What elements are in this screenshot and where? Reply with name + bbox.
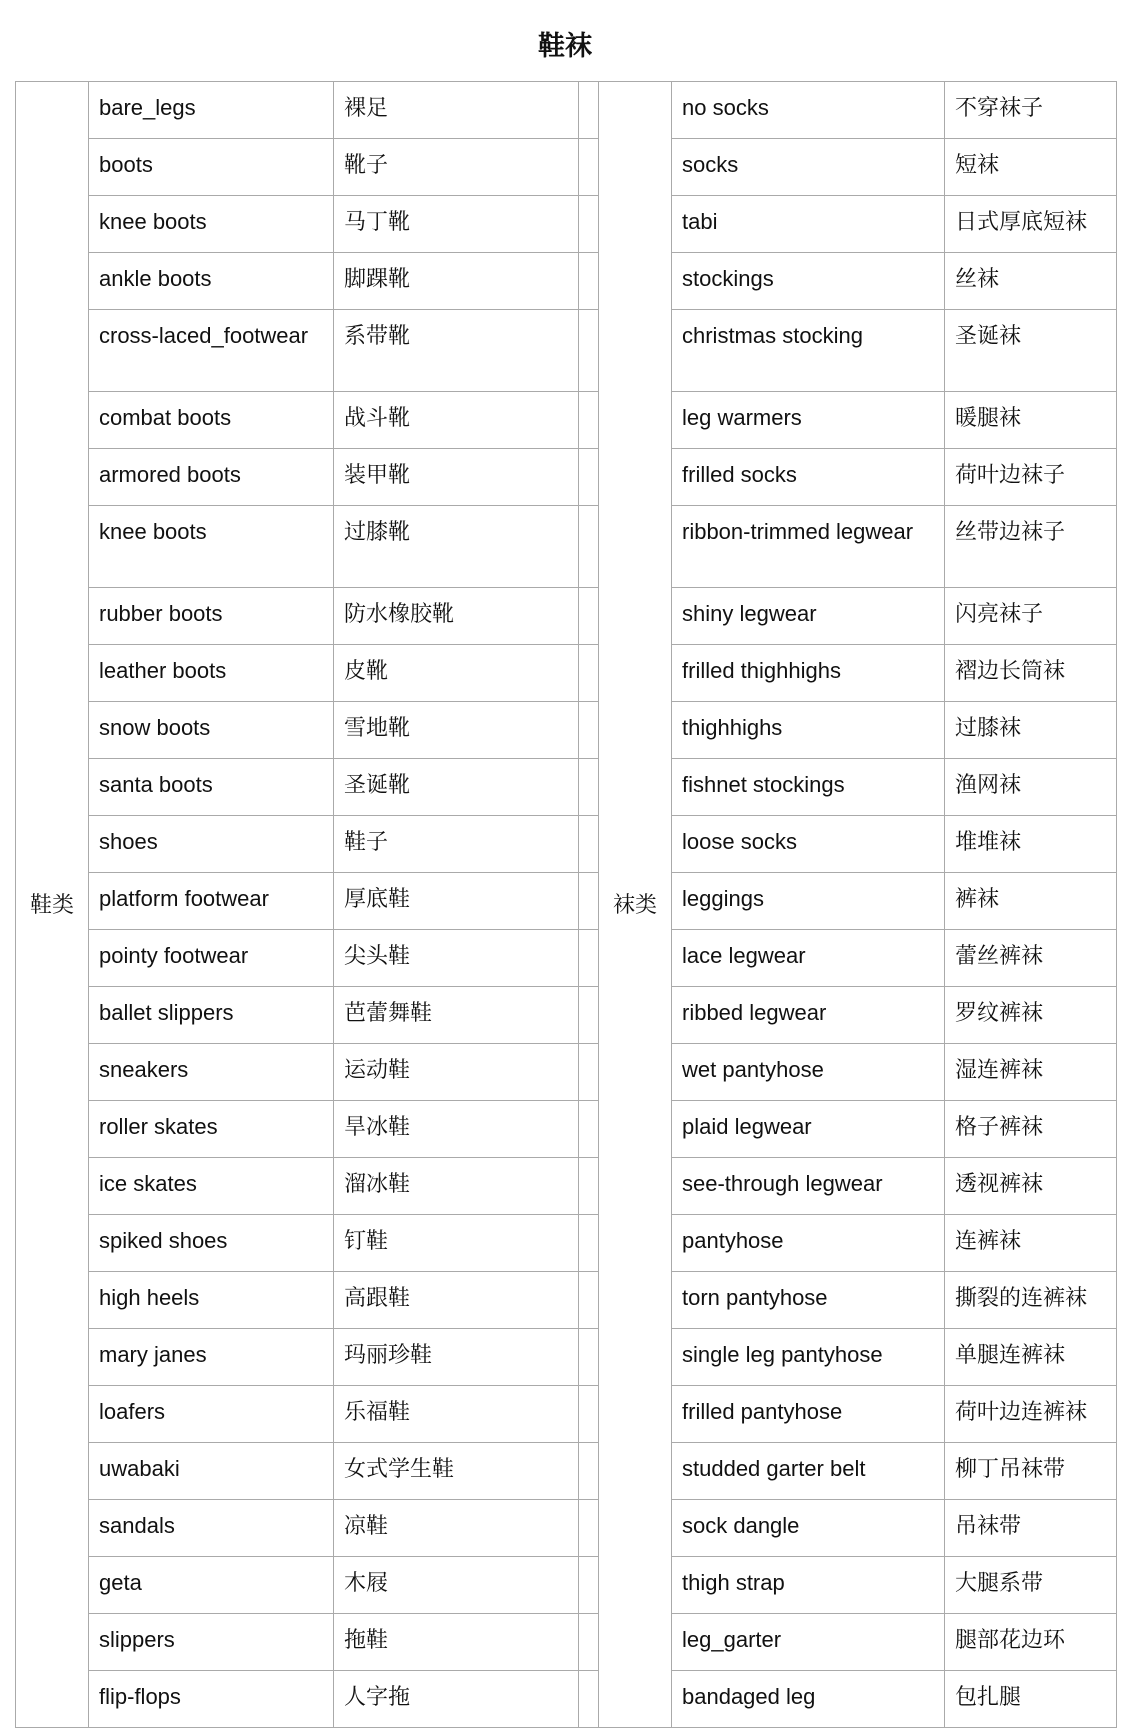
sock-tag: leg warmers <box>672 392 945 449</box>
footwear-table <box>15 81 1117 1728</box>
spacer-cell <box>579 1557 599 1614</box>
sock-tag: christmas stocking <box>672 310 945 392</box>
shoe-tag: slippers <box>89 1614 334 1671</box>
table-row <box>16 1215 1117 1272</box>
shoe-translation: 运动鞋 <box>334 1044 579 1101</box>
shoe-tag: ankle boots <box>89 253 334 310</box>
table-row <box>16 759 1117 816</box>
shoe-translation: 厚底鞋 <box>334 873 579 930</box>
shoe-tag: combat boots <box>89 392 334 449</box>
sock-translation: 透视裤袜 <box>945 1158 1117 1215</box>
sock-tag: ribbon-trimmed legwear <box>672 506 945 588</box>
shoe-tag: ballet slippers <box>89 987 334 1044</box>
spacer-cell <box>579 310 599 392</box>
table-row <box>16 310 1117 392</box>
sock-translation: 大腿系带 <box>945 1557 1117 1614</box>
spacer-cell <box>579 1101 599 1158</box>
shoe-translation: 系带靴 <box>334 310 579 392</box>
spacer-cell <box>579 702 599 759</box>
sock-tag: socks <box>672 139 945 196</box>
spacer-cell <box>579 139 599 196</box>
sock-translation: 圣诞袜 <box>945 310 1117 392</box>
shoe-translation: 木屐 <box>334 1557 579 1614</box>
sock-tag: lace legwear <box>672 930 945 987</box>
shoe-tag: santa boots <box>89 759 334 816</box>
sock-translation: 包扎腿 <box>945 1671 1117 1728</box>
shoe-tag: loafers <box>89 1386 334 1443</box>
sock-tag: thigh strap <box>672 1557 945 1614</box>
shoe-tag: sneakers <box>89 1044 334 1101</box>
sock-tag: stockings <box>672 253 945 310</box>
spacer-cell <box>579 1614 599 1671</box>
spacer-cell <box>579 645 599 702</box>
spacer-cell <box>579 1044 599 1101</box>
shoe-tag: bare_legs <box>89 82 334 139</box>
shoe-translation: 凉鞋 <box>334 1500 579 1557</box>
table-row <box>16 139 1117 196</box>
sock-translation: 日式厚底短袜 <box>945 196 1117 253</box>
sock-tag: loose socks <box>672 816 945 873</box>
sock-translation: 单腿连裤袜 <box>945 1329 1117 1386</box>
shoe-tag: flip-flops <box>89 1671 334 1728</box>
shoe-tag: geta <box>89 1557 334 1614</box>
sock-tag: bandaged leg <box>672 1671 945 1728</box>
shoe-tag: knee boots <box>89 506 334 588</box>
spacer-cell <box>579 759 599 816</box>
sock-translation: 荷叶边连裤袜 <box>945 1386 1117 1443</box>
sock-translation: 连裤袜 <box>945 1215 1117 1272</box>
spacer-cell <box>579 1671 599 1728</box>
spacer-cell <box>579 392 599 449</box>
table-row <box>16 873 1117 930</box>
shoe-tag: knee boots <box>89 196 334 253</box>
spacer-cell <box>579 873 599 930</box>
sock-tag: sock dangle <box>672 1500 945 1557</box>
shoe-translation: 裸足 <box>334 82 579 139</box>
sock-tag: thighhighs <box>672 702 945 759</box>
sock-translation: 暖腿袜 <box>945 392 1117 449</box>
sock-translation: 渔网袜 <box>945 759 1117 816</box>
table-row <box>16 816 1117 873</box>
sock-translation: 裤袜 <box>945 873 1117 930</box>
sock-tag: no socks <box>672 82 945 139</box>
spacer-cell <box>579 82 599 139</box>
spacer-cell <box>579 253 599 310</box>
sock-tag: wet pantyhose <box>672 1044 945 1101</box>
shoe-translation: 玛丽珍鞋 <box>334 1329 579 1386</box>
sock-translation: 格子裤袜 <box>945 1101 1117 1158</box>
table-row <box>16 702 1117 759</box>
sock-translation: 丝带边袜子 <box>945 506 1117 588</box>
sock-translation: 蕾丝裤袜 <box>945 930 1117 987</box>
shoe-tag: ice skates <box>89 1158 334 1215</box>
shoe-translation: 战斗靴 <box>334 392 579 449</box>
shoe-tag: cross-laced_footwear <box>89 310 334 392</box>
shoe-translation: 人字拖 <box>334 1671 579 1728</box>
spacer-cell <box>579 816 599 873</box>
shoe-translation: 马丁靴 <box>334 196 579 253</box>
shoe-tag: leather boots <box>89 645 334 702</box>
spacer-cell <box>579 1329 599 1386</box>
shoe-translation: 拖鞋 <box>334 1614 579 1671</box>
spacer-cell <box>579 196 599 253</box>
shoe-translation: 芭蕾舞鞋 <box>334 987 579 1044</box>
shoe-tag: roller skates <box>89 1101 334 1158</box>
spacer-cell <box>579 987 599 1044</box>
sock-translation: 柳丁吊袜带 <box>945 1443 1117 1500</box>
sock-tag: frilled pantyhose <box>672 1386 945 1443</box>
sock-translation: 荷叶边袜子 <box>945 449 1117 506</box>
sock-tag: fishnet stockings <box>672 759 945 816</box>
shoe-translation: 防水橡胶靴 <box>334 588 579 645</box>
shoe-translation: 靴子 <box>334 139 579 196</box>
shoe-tag: rubber boots <box>89 588 334 645</box>
spacer-cell <box>579 1158 599 1215</box>
sock-translation: 吊袜带 <box>945 1500 1117 1557</box>
table-row <box>16 1272 1117 1329</box>
shoe-translation: 旱冰鞋 <box>334 1101 579 1158</box>
sock-tag: leggings <box>672 873 945 930</box>
shoe-translation: 尖头鞋 <box>334 930 579 987</box>
shoe-translation: 乐福鞋 <box>334 1386 579 1443</box>
spacer-cell <box>579 1215 599 1272</box>
spacer-cell <box>579 1386 599 1443</box>
table-row <box>16 1386 1117 1443</box>
sock-translation: 不穿袜子 <box>945 82 1117 139</box>
sock-translation: 罗纹裤袜 <box>945 987 1117 1044</box>
shoe-tag: sandals <box>89 1500 334 1557</box>
sock-translation: 短袜 <box>945 139 1117 196</box>
spacer-cell <box>579 588 599 645</box>
sock-tag: frilled thighhighs <box>672 645 945 702</box>
table-row <box>16 82 1117 139</box>
table-row <box>16 1329 1117 1386</box>
sock-translation: 湿连裤袜 <box>945 1044 1117 1101</box>
spacer-cell <box>579 1500 599 1557</box>
shoe-tag: boots <box>89 139 334 196</box>
category-socks: 袜类 <box>599 82 672 1728</box>
shoe-tag: snow boots <box>89 702 334 759</box>
sock-translation: 闪亮袜子 <box>945 588 1117 645</box>
table-row <box>16 1614 1117 1671</box>
shoe-translation: 皮靴 <box>334 645 579 702</box>
shoe-translation: 女式学生鞋 <box>334 1443 579 1500</box>
shoe-tag: mary janes <box>89 1329 334 1386</box>
table-row <box>16 1158 1117 1215</box>
sock-tag: torn pantyhose <box>672 1272 945 1329</box>
table-row <box>16 1500 1117 1557</box>
sock-tag: see-through legwear <box>672 1158 945 1215</box>
table-row <box>16 1044 1117 1101</box>
table-row <box>16 196 1117 253</box>
sock-tag: pantyhose <box>672 1215 945 1272</box>
shoe-tag: uwabaki <box>89 1443 334 1500</box>
shoe-tag: pointy footwear <box>89 930 334 987</box>
shoe-translation: 钉鞋 <box>334 1215 579 1272</box>
shoe-translation: 高跟鞋 <box>334 1272 579 1329</box>
shoe-tag: platform footwear <box>89 873 334 930</box>
category-shoes: 鞋类 <box>16 82 89 1728</box>
shoe-translation: 雪地靴 <box>334 702 579 759</box>
shoe-tag: spiked shoes <box>89 1215 334 1272</box>
sock-tag: single leg pantyhose <box>672 1329 945 1386</box>
page-title: 鞋袜 <box>538 31 592 61</box>
shoe-translation: 过膝靴 <box>334 506 579 588</box>
sock-tag: frilled socks <box>672 449 945 506</box>
sock-translation: 堆堆袜 <box>945 816 1117 873</box>
shoe-translation: 装甲靴 <box>334 449 579 506</box>
shoe-translation: 圣诞靴 <box>334 759 579 816</box>
table-row <box>16 449 1117 506</box>
table-row <box>16 1443 1117 1500</box>
shoe-tag: shoes <box>89 816 334 873</box>
shoe-translation: 脚踝靴 <box>334 253 579 310</box>
table-row <box>16 588 1117 645</box>
sock-translation: 过膝袜 <box>945 702 1117 759</box>
spacer-cell <box>579 506 599 588</box>
sock-tag: studded garter belt <box>672 1443 945 1500</box>
sock-translation: 撕裂的连裤袜 <box>945 1272 1117 1329</box>
shoe-tag: high heels <box>89 1272 334 1329</box>
sock-tag: ribbed legwear <box>672 987 945 1044</box>
sock-translation: 褶边长筒袜 <box>945 645 1117 702</box>
table-row <box>16 1557 1117 1614</box>
shoe-tag: armored boots <box>89 449 334 506</box>
spacer-cell <box>579 1272 599 1329</box>
table-row <box>16 1671 1117 1728</box>
spacer-cell <box>579 1443 599 1500</box>
sock-tag: leg_garter <box>672 1614 945 1671</box>
sock-tag: plaid legwear <box>672 1101 945 1158</box>
sock-translation: 腿部花边环 <box>945 1614 1117 1671</box>
sock-translation: 丝袜 <box>945 253 1117 310</box>
spacer-cell <box>579 449 599 506</box>
table-row <box>16 253 1117 310</box>
shoe-translation: 鞋子 <box>334 816 579 873</box>
sock-tag: shiny legwear <box>672 588 945 645</box>
spacer-cell <box>579 930 599 987</box>
table-row <box>16 645 1117 702</box>
table-row <box>16 506 1117 588</box>
table-row <box>16 930 1117 987</box>
shoe-translation: 溜冰鞋 <box>334 1158 579 1215</box>
table-row <box>16 1101 1117 1158</box>
table-row <box>16 987 1117 1044</box>
table-row <box>16 392 1117 449</box>
sock-tag: tabi <box>672 196 945 253</box>
